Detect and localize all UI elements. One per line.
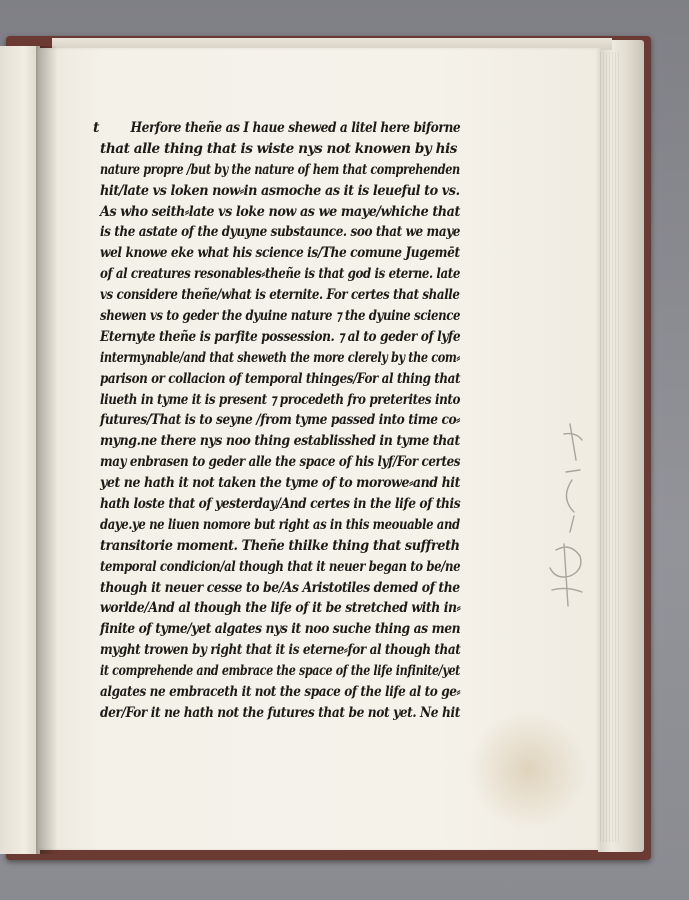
text-line: algates ne embraceth it not the space of the life al to ge⸗ [100, 684, 461, 701]
text-line: vs considere theñe/what is eternite. For certes that shalle [100, 287, 460, 304]
text-line: may enbrasen to geder alle the space of his lyf/For certes [100, 454, 461, 471]
page-stack-lines [600, 52, 620, 842]
text-line: finite of tyme/yet algates nys it noo suche thing as men [100, 621, 461, 638]
text-line: parison or collacion of temporal thinges/For al thing that [100, 370, 461, 387]
text-line: is the astate of the dyuyne substaunce. soo that we maye [100, 224, 461, 241]
text-line: As who seith⸗late vs loke now as we maye/whiche that [100, 203, 460, 220]
text-line: transitorie moment. Theñe thilke thing that suffreth [100, 537, 460, 554]
text-line: myght trowen by right that it is eterne⸗for al though that [100, 642, 461, 659]
text-line: hath loste that of yesterday/And certes in the life of this [100, 496, 461, 513]
text-line: Eternyte theñe is parfite possession. ⁊ al to geder of lyfe [100, 328, 461, 345]
text-line: liueth in tyme it is present ⁊ procedeth fro preterites into [100, 391, 461, 408]
facing-page-edge [0, 46, 40, 854]
foxing-stain [468, 710, 588, 830]
text-line: though it neuer cesse to be/As Aristotiles demed of the [100, 579, 460, 596]
pencil-marginalia-mark [530, 420, 600, 620]
text-line: that alle thing that is wiste nys not knowen by his [100, 140, 458, 157]
text-line: worlde/And al though the life of it be stretched with in⸗ [100, 600, 461, 617]
text-line: daye.ye ne liuen nomore but right as in this meouable and [100, 516, 460, 533]
text-block [100, 118, 460, 724]
margin-mark: t [93, 120, 100, 136]
text-line: futures/That is to seyne /from tyme passed into time co⸗ [100, 412, 460, 429]
text-line: temporal condicion/al though that it neuer began to be/ne [100, 558, 461, 575]
gutter-shadow [36, 46, 58, 854]
text-line: hit/late vs loken now⸗in asmoche as it is leueful to vs. [100, 182, 460, 199]
text-line: Herfore theñe as I haue shewed a litel here biforne [130, 120, 461, 136]
text-line: der/For it ne hath not the futures that be not yet. Ne hit [100, 704, 460, 721]
text-line: shewen vs to geder the dyuine nature ⁊ the dyuine science [100, 308, 461, 325]
text-line: nature propre /but by the nature of hem that comprehenden [100, 161, 460, 178]
text-line: it comprehende and embrace the space of the life infinite/yet [100, 663, 460, 680]
text-line: yet ne hath it not taken the tyme of to morowe⸗and hit [100, 475, 461, 492]
text-line: intermynable/and that sheweth the more clerely by the com⸗ [100, 349, 460, 366]
text-line: of al creatures resonables⸗theñe is that god is eterne. late [100, 266, 460, 283]
text-line: wel knowe eke what his science is/The comune Jugemēt [100, 245, 460, 262]
text-line: myng.ne there nys noo thing establisshed in tyme that [100, 433, 460, 450]
